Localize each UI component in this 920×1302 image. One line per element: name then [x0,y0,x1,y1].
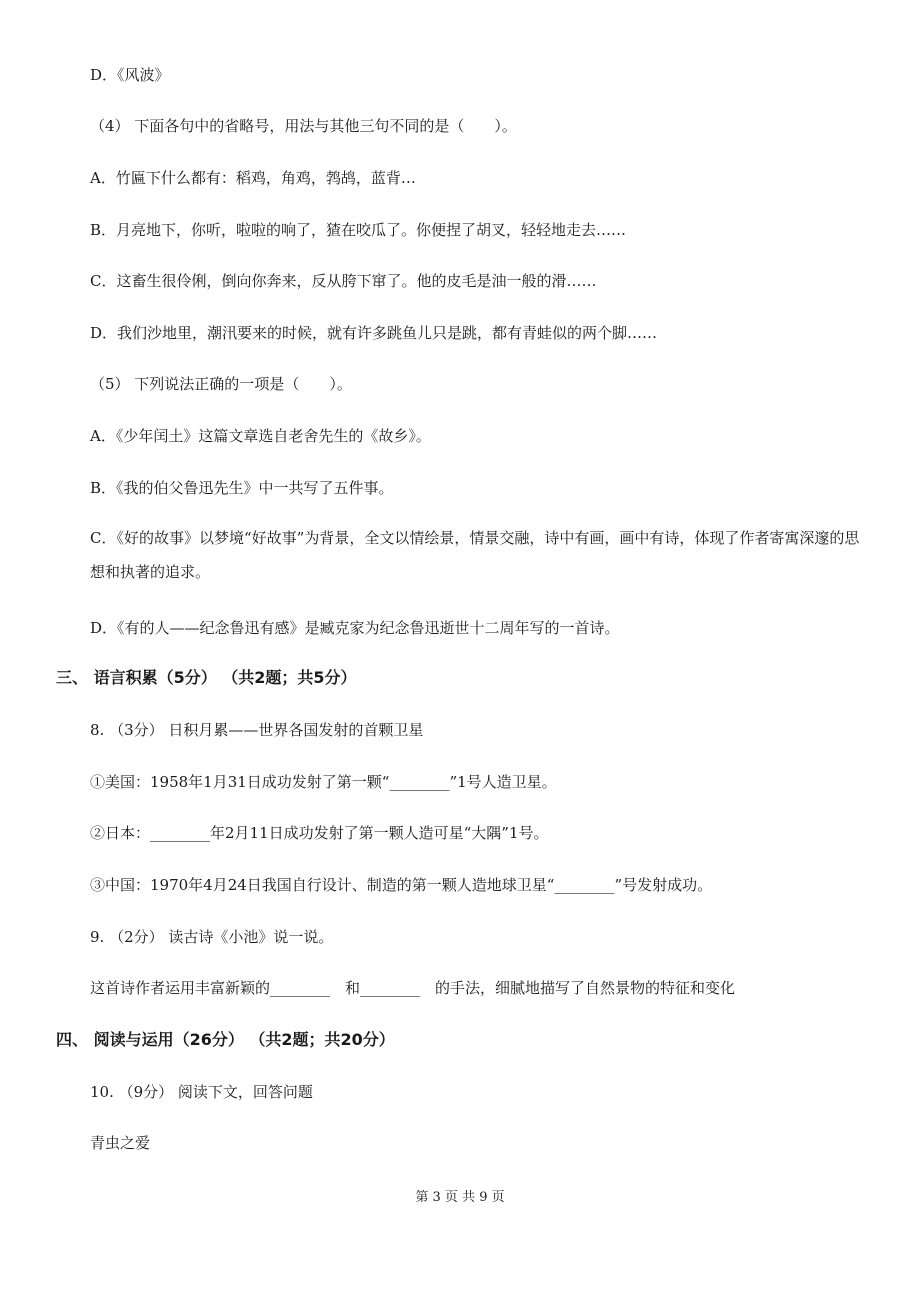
q7-5-option-c: C．《好的故事》以梦境“好故事”为背景，全文以情绘景，情景交融，诗中有画，画中有诗，体现了作者寄寓深邃的思想和执著的追求。 [90,529,860,581]
q8-item-usa: ①美国：1958年1月31日成功发射了第一颗“________”1号人造卫星。 [90,773,557,791]
page-footer: 第 3 页 共 9 页 [415,1190,505,1205]
q7-4-option-c: C．这畜生很伶俐，倒向你奔来，反从胯下窜了。他的皮毛是油一般的滑…… [90,272,597,290]
section-4-heading: 四、 阅读与运用（26分） （共2题；共20分） [56,1030,395,1049]
q7-4-option-a: A．竹匾下什么都有：稻鸡，角鸡，鹁鸪，蓝背… [90,169,416,187]
q8-item-japan: ②日本：________年2月11日成功发射了第一颗人造可星“大隅”1号。 [90,824,549,842]
passage-title: 青虫之爱 [90,1134,151,1152]
q7-5-stem: （5） 下列说法正确的一项是（ ）。 [90,375,352,393]
q7-4-stem: （4） 下面各句中的省略号，用法与其他三句不同的是（ ）。 [90,117,517,135]
q7-5-option-b: B．《我的伯父鲁迅先生》中一共写了五件事。 [90,479,394,497]
q10-stem: 10. （9分） 阅读下文，回答问题 [90,1083,313,1101]
q8-item-china: ③中国：1970年4月24日我国自行设计、制造的第一颗人造地球卫星“________”号发射成功。 [90,876,713,894]
q7-3-option-d: D．《风波》 [90,66,170,84]
q7-4-option-b: B．月亮地下，你听，啦啦的响了，猹在咬瓜了。你便捏了胡叉，轻轻地走去…… [90,221,627,239]
q7-4-option-d: D．我们沙地里，潮汛要来的时候，就有许多跳鱼儿只是跳，都有青蛙似的两个脚…… [90,324,658,342]
q9-text: 这首诗作者运用丰富新颖的________ 和________ 的手法，细腻地描写了自然景物的特征和变化 [90,979,736,997]
q8-stem: 8. （3分） 日积月累——世界各国发射的首颗卫星 [90,721,424,739]
q7-5-option-a: A．《少年闰土》这篇文章选自老舍先生的《故乡》。 [90,427,431,445]
q9-stem: 9. （2分） 读古诗《小池》说一说。 [90,928,334,946]
q7-5-option-d: D．《有的人——纪念鲁迅有感》是臧克家为纪念鲁迅逝世十二周年写的一首诗。 [90,619,620,637]
section-3-heading: 三、 语言积累（5分） （共2题；共5分） [56,668,357,687]
